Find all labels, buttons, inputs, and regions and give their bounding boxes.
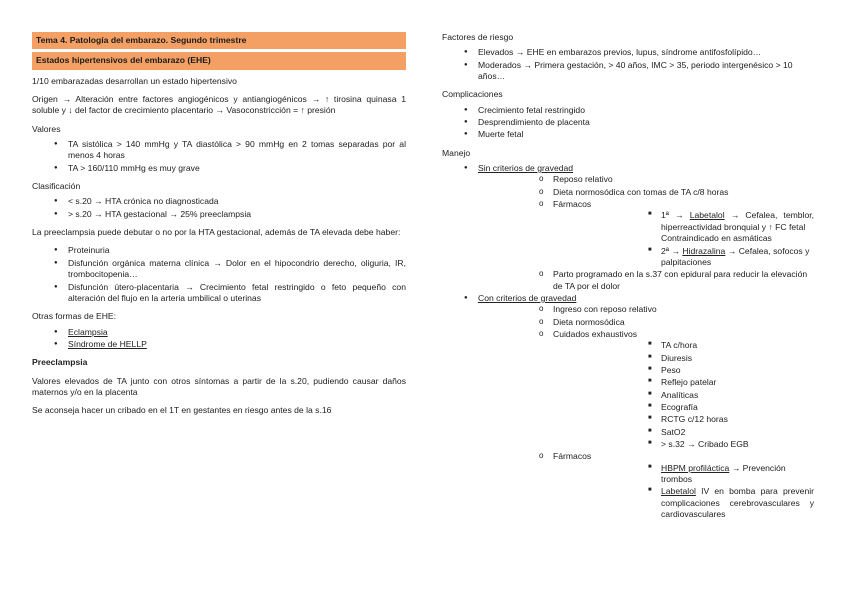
list-item: ● TA sistólica > 140 mmHg y TA diastólica > 90 mmHg en 2 tomas separadas por al menos 4 horas (32, 139, 406, 162)
drug-name: Hidrazalina (682, 245, 726, 256)
origin-text: Origen → Alteración entre factores angiogénicos y antiangiogénicos → ↑ tirosina quinasa 1 soluble y ↓ del factor de crecimiento placentario → Vasoconstricción = ↑ presión (32, 94, 406, 116)
valores-label: Valores (32, 123, 61, 134)
drug-order: 1ª → (661, 210, 684, 221)
list-item: ● Eclampsia (32, 327, 406, 338)
list-item: o Dieta normosódica (478, 317, 814, 328)
complicaciones-label: Complicaciones (442, 89, 503, 100)
list-item: ■ RCTG c/12 horas (553, 414, 814, 425)
list-item (553, 463, 814, 486)
cuidados-label: Cuidados exhaustivos (553, 328, 638, 339)
drug-effects: → Cefalea, sofocos y palpitaciones (661, 245, 810, 267)
list-item: ● > s.20 → HTA gestacional → 25% preeclampsia (32, 209, 406, 220)
riesgo-label: Factores de riesgo (442, 32, 514, 42)
sin-criterios-list (478, 174, 814, 291)
manejo-list (442, 163, 814, 520)
riesgo-list (442, 47, 814, 82)
drug-effects: → Prevención trombos (661, 462, 786, 485)
list-item: ● Moderados → Primera gestación, > 40 años, IMC > 35, periodo intergenésico > 10 años… (442, 60, 814, 83)
list-item: ■ TA c/hora (553, 340, 814, 351)
sin-criterios-label: Sin criterios de gravedad (478, 163, 574, 174)
list-item: ● Síndrome de HELLP (32, 339, 406, 350)
clasificacion-list (32, 196, 406, 220)
list-item: ● Elevados → EHE en embarazos previos, lupus, síndrome antifosfolípido… (442, 47, 814, 58)
drug-contraindication: Contraindicado en asmáticas (661, 233, 772, 244)
list-item: ● TA > 160/110 mmHg es muy grave (32, 163, 406, 174)
topic-header: Tema 4. Patología del embarazo. Segundo trimestre (32, 32, 406, 49)
list-item: o Parto programado en la s.37 con epidural para reducir la elevación de TA por el dolor (478, 269, 814, 292)
intro-text: 1/10 embarazadas desarrollan un estado hipertensivo (32, 75, 237, 86)
list-item: ■ SatO2 (553, 427, 814, 438)
preeclampsia-title: Preeclampsia (32, 357, 88, 368)
otras-label: Otras formas de EHE: (32, 311, 117, 322)
list-item: ● Crecimiento fetal restringido (442, 105, 814, 116)
list-item (442, 293, 814, 521)
cuidados-list (553, 340, 814, 450)
drug-order: 2ª → (661, 245, 680, 256)
list-item: ● Disfunción útero-placentaria → Crecimiento fetal restringido o feto pequeño con alteración del flujo en la arteria umbilical o uterinas (32, 282, 406, 305)
drug-name: Labetalol (661, 486, 696, 497)
preeclampsia-intro: La preeclampsia puede debutar o no por la HTA gestacional, además de TA elevada debe haber: (32, 227, 401, 238)
farmacos-list (553, 210, 814, 268)
con-criterios-label: Con criterios de gravedad (478, 292, 577, 303)
list-item: ■ Reflejo patelar (553, 377, 814, 388)
drug-effects: IV en bomba para prevenir complicaciones cerebrovasculares y cardiovasculares (661, 486, 814, 520)
list-item (478, 451, 814, 520)
list-item (442, 163, 814, 292)
cribado-text: Se aconseja hacer un cribado en el 1T en gestantes en riesgo antes de la s.16 (32, 405, 332, 416)
valores-list (32, 139, 406, 174)
list-item (553, 486, 814, 520)
drug-name: HBPM profiláctica (661, 462, 730, 473)
list-item (478, 199, 814, 268)
con-criterios-list (478, 304, 814, 520)
preeclampsia-text: Valores elevados de TA junto con otros síntomas a partir de la s.20, pudiendo causar daños maternos y/o en la placenta (32, 375, 406, 397)
list-item: ■ Diuresis (553, 353, 814, 364)
list-item (553, 246, 814, 269)
farmacos-grave-list (553, 463, 814, 521)
list-item: o Reposo relativo (478, 174, 814, 185)
complicaciones-list (442, 105, 814, 141)
left-column (32, 32, 406, 424)
farmacos-label: Fármacos (553, 451, 592, 462)
list-item (478, 329, 814, 450)
list-item: ● < s.20 → HTA crónica no diagnosticada (32, 196, 406, 207)
list-item: ● Disfunción orgánica materna clínica → Dolor en el hipocondrio derecho, oliguria, IR, trombocitopenia… (32, 258, 406, 281)
clasificacion-label: Clasificación (32, 181, 81, 192)
list-item: o Ingreso con reposo relativo (478, 304, 814, 315)
list-item: o Dieta normosódica con tomas de TA c/8 horas (478, 187, 814, 198)
list-item: ■ Analíticas (553, 390, 814, 401)
list-item: ■ > s.32 → Cribado EGB (553, 439, 814, 450)
manejo-label: Manejo (442, 147, 471, 158)
list-item (553, 210, 814, 244)
list-item: ■ Ecografía (553, 402, 814, 413)
farmacos-label: Fármacos (553, 199, 592, 210)
section-header: Estados hipertensivos del embarazo (EHE) (32, 52, 406, 69)
list-item: ● Desprendimiento de placenta (442, 117, 814, 128)
list-item: ■ Peso (553, 365, 814, 376)
list-item: ● Proteinuria (32, 245, 406, 256)
drug-name: Labetalol (689, 210, 725, 221)
list-item: ● Muerte fetal (442, 129, 814, 140)
right-column (442, 32, 814, 521)
otras-list (32, 327, 406, 351)
drug-effects: → Cefalea, temblor, hiperreactividad bronquial y ↑ FC fetal (661, 210, 815, 232)
preeclampsia-criteria-list (32, 245, 406, 304)
